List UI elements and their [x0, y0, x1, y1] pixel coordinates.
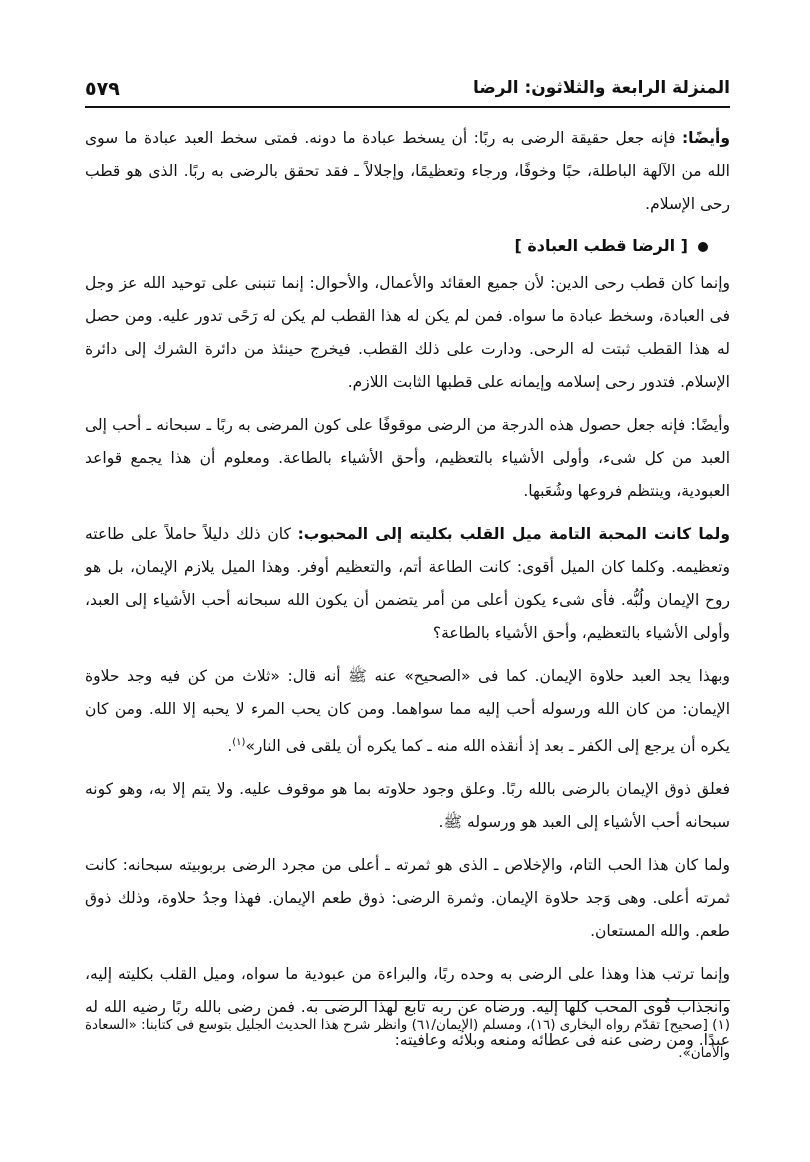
footnote-rule: [310, 1000, 730, 1001]
running-title: المنزلة الرابعة والثلاثون: الرضا: [472, 78, 730, 98]
page-header: [85, 78, 730, 108]
paragraph-text: كان ذلك دليلاً حاملاً على طاعته وتعظيمه. وكلما كان الميل أقوى: كانت الطاعة أتم، والتعظيم أوفر. وهذا الميل يلازم الإيمان، بل هو روح الإيمان ولُبُّه. فأى شىء يكون أعلى من أمر يتضمن أن يكون الله سبحانه أحب الأشياء إلى العبد، وأولى الأشياء بالتعظيم، وأحق الأشياء بالطاعة؟: [85, 525, 730, 642]
paragraph-5: [85, 660, 730, 763]
paragraph-text: فإنه جعل حقيقة الرضى به ربًا: أن يسخط عبادة ما دونه. فمتى سخط العبد عبادة ما سوى الله من الآلهة الباطلة، حبًا وخوفًا، ورجاء وتعظيمًا، وإجلالاً ـ فقد تحقق بالرضى به ربًا. الذى هو قطب رحى الإسلام.: [85, 129, 730, 213]
paragraph-7: [85, 849, 730, 948]
header-rule: [85, 106, 730, 108]
page-number: ٥٧٩: [85, 78, 120, 100]
book-page: [85, 78, 730, 1067]
bullet-icon: [698, 242, 708, 252]
paragraph-4: [85, 518, 730, 650]
paragraph-3: [85, 409, 730, 508]
paragraph-text: وأيضًا: فإنه جعل حصول هذه الدرجة من الرضى موقوفًا على كون المرضى به ربًا ـ سبحانه ـ أحب إلى العبد من كل شىء، وأولى الأشياء بالتعظيم، وأحق الأشياء بالطاعة. ومعلوم أن هذا يجمع قواعد العبودية، وينتظم فروعها وشُعَبها.: [85, 416, 730, 500]
paragraph-end: .: [227, 737, 233, 756]
paragraph-text: ولما كان هذا الحب التام، والإخلاص ـ الذى هو ثمرته ـ أعلى من مجرد الرضى بربوبيته سبحانه: كانت ثمرته أعلى. وهى وَجد حلاوة الإيمان. وثمرة الرضى: ذوق طعم الإيمان. فهذا وجدُ حلاوة، وذلك ذوق طعم. والله المستعان.: [85, 856, 730, 941]
paragraph-text: وإنما كان قطب رحى الدين: لأن جميع العقائد والأعمال، والأحوال: إنما تنبنى على توحيد الله عز وجل فى العبادة، وسخط عبادة ما سواه. فمن لم يكن له هذا القطب لم يكن له رَحًى تدور عليه. ومن حصل له هذا القطب ثبتت له الرحى. ودارت على ذلك القطب. فيخرج حينئذ من دائرة الشرك إلى دائرة الإسلام. فتدور رحى إسلامه وإيمانه على قطبها الثابت اللازم.: [85, 274, 730, 391]
footnote-1: (١) [صحيح] تقدّم رواه البخارى (١٦)، ومسلم (الإيمان/٦١) وانظر شرح هذا الحديث الجليل بتوسع فى كتابنا: «السعادة والأمان».: [84, 1017, 730, 1061]
paragraph-2: [85, 267, 730, 399]
paragraph-lead: ولما كانت المحبة التامة ميل القلب بكليته إلى المحبوب:: [297, 525, 730, 543]
paragraph-1: [85, 122, 730, 221]
page-body: [85, 122, 730, 1057]
paragraph-6: [85, 773, 730, 839]
section-heading-text: [ الرضا قطب العبادة ]: [514, 236, 688, 255]
paragraph-text: وإنما ترتب هذا وهذا على الرضى به وحده ربًا، والبراءة من عبودية ما سواه، وميل القلب بكليته إليه، وانجذاب قُوى المحب كلها إليه. ورضاه عن ربه تابع لهذا الرضى به. فمن رضى بالله ربًا رضيه الله له عبدًا. ومن رضى عنه فى عطائه ومنعه وبلائه وعافيته:: [85, 965, 730, 1050]
paragraph-text: فعلق ذوق الإيمان بالرضى بالله ربًا. وعلق وجود حلاوته بما هو موقوف عليه. ولا يتم إلا به، وهو كونه سبحانه أحب الأشياء إلى العبد هو ورسوله ﷺ.: [85, 780, 730, 832]
paragraph-text: وبهذا يجد العبد حلاوة الإيمان. كما فى «الصحيح» عنه ﷺ أنه قال: «ثلاث من كن فيه وجد حلاوة الإيمان: من كان الله ورسوله أحب إليه مما سواهما. ومن كان يحب المرء لا يحبه إلا الله. ومن كان يكره أن يرجع إلى الكفر ـ بعد إذ أنقذه الله منه ـ كما يكره أن يلقى فى النار»: [85, 667, 730, 756]
footnote-reference[interactable]: (١): [232, 737, 246, 748]
footnotes: [85, 1000, 730, 1067]
paragraph-lead: وأيضًا:: [681, 129, 730, 147]
section-heading: [85, 231, 708, 261]
